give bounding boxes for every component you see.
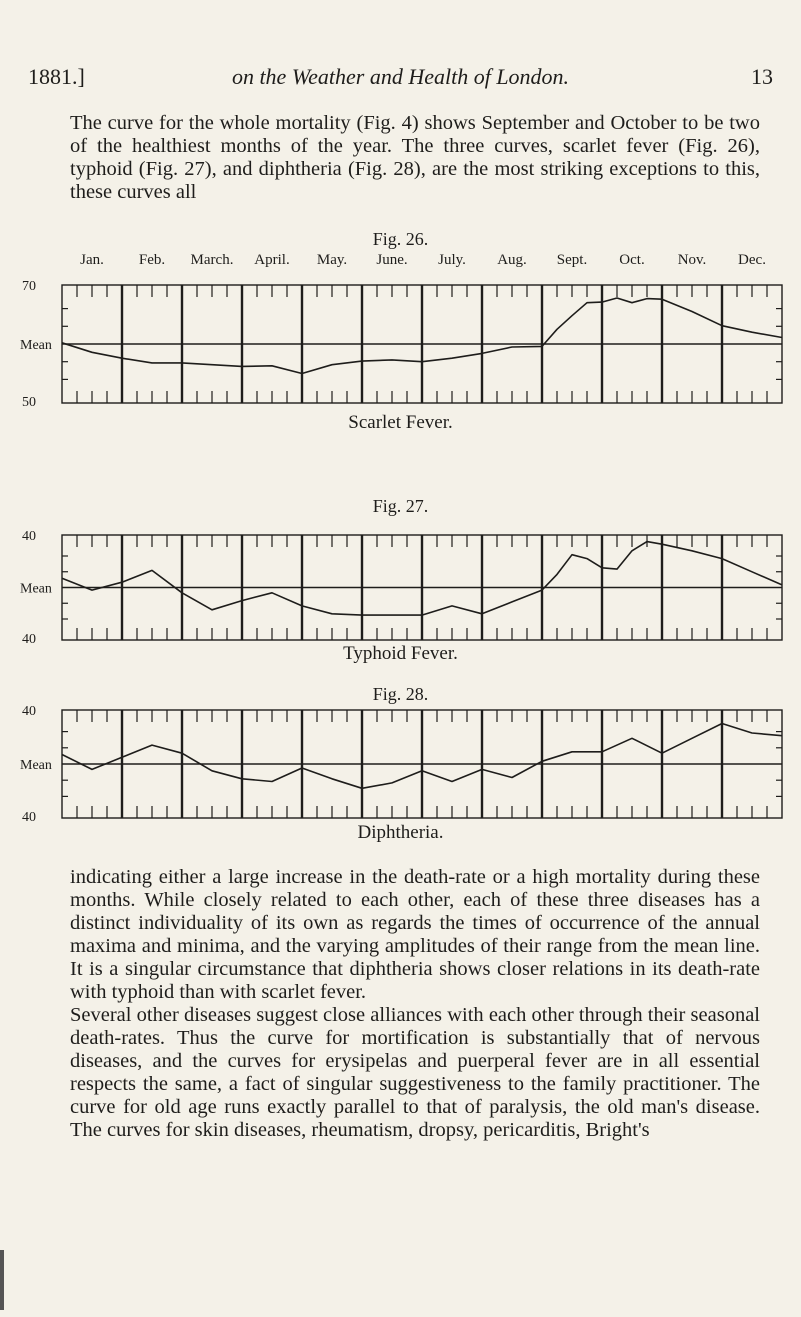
fig28-caption: Diphtheria. [357,822,444,843]
fig27-chart [0,522,801,647]
month-label-9: Oct. [619,252,645,268]
header-year: 1881.] [28,64,85,89]
month-label-1: Feb. [138,252,166,268]
fig26-caption: Scarlet Fever. [348,412,453,433]
running-header [0,58,801,98]
month-label-5: June. [376,252,408,268]
paragraph-bottom-1: indicating either a large increase in the death-rate or a high mortality during these months. While closely related to each other, each of these three diseases has a distinct individuality of its own as regards the times of occurrence of the annual maxima and minima, and the varying amplitudes of their range from the mean line. It is a singular circumstance that diphtheria shows closer relations in its death-rate with typhoid than with scarlet fever. [70,866,760,1003]
month-label-11: Dec. [738,252,766,268]
fig26-month-row [0,252,801,272]
month-label-3: April. [254,252,290,268]
month-label-0: Jan. [80,252,104,268]
month-label-8: Sept. [556,252,588,268]
month-label-2: March. [190,252,234,268]
fig28-y-label-0: 40 [22,704,36,719]
fig26-y-label-0: 70 [22,279,36,294]
fig27-title: Fig. 27. [372,496,429,516]
month-label-6: July. [438,252,466,268]
fig26-y-label-2: 50 [22,395,36,410]
fig28-title: Fig. 28. [372,684,429,704]
fig26-title: Fig. 26. [372,229,429,249]
fig26-y-label-1: Mean [20,338,52,353]
fig28-chart [0,700,801,825]
month-label-10: Nov. [677,252,707,268]
fig27-caption: Typhoid Fever. [343,643,458,664]
header-title: on the Weather and Health of London. [231,64,570,89]
month-label-4: May. [316,252,348,268]
paragraph-top: The curve for the whole mortality (Fig. 4) shows September and October to be two of the healthiest months of the year. The three curves, scarlet fever (Fig. 26), typhoid (Fig. 27), and diphtheria (Fig. 28), are the most striking exceptions to this, these curves all [70,112,760,203]
fig26-chart [0,270,801,420]
fig27-y-label-2: 40 [22,632,36,647]
page-number: 13 [751,64,773,89]
month-label-7: Aug. [497,252,527,268]
fig28-y-label-2: 40 [22,810,36,825]
fig27-y-label-0: 40 [22,529,36,544]
paragraph-bottom-2: Several other diseases suggest close alliances with each other through their seasonal death-rates. Thus the curve for mortification is substantially that of nervous diseases, and the curves for erysipelas and puerperal fever are in all essential respects the same, a fact of singular suggestiveness to the family practitioner. The curve for old age runs exactly parallel to that of paralysis, the old man's disease. The curves for skin diseases, rheumatism, dropsy, pericarditis, Bright's [70,1004,760,1141]
fig28-y-label-1: Mean [20,758,52,773]
fig27-y-label-1: Mean [20,581,52,597]
scan-edge-mark [0,1250,4,1310]
